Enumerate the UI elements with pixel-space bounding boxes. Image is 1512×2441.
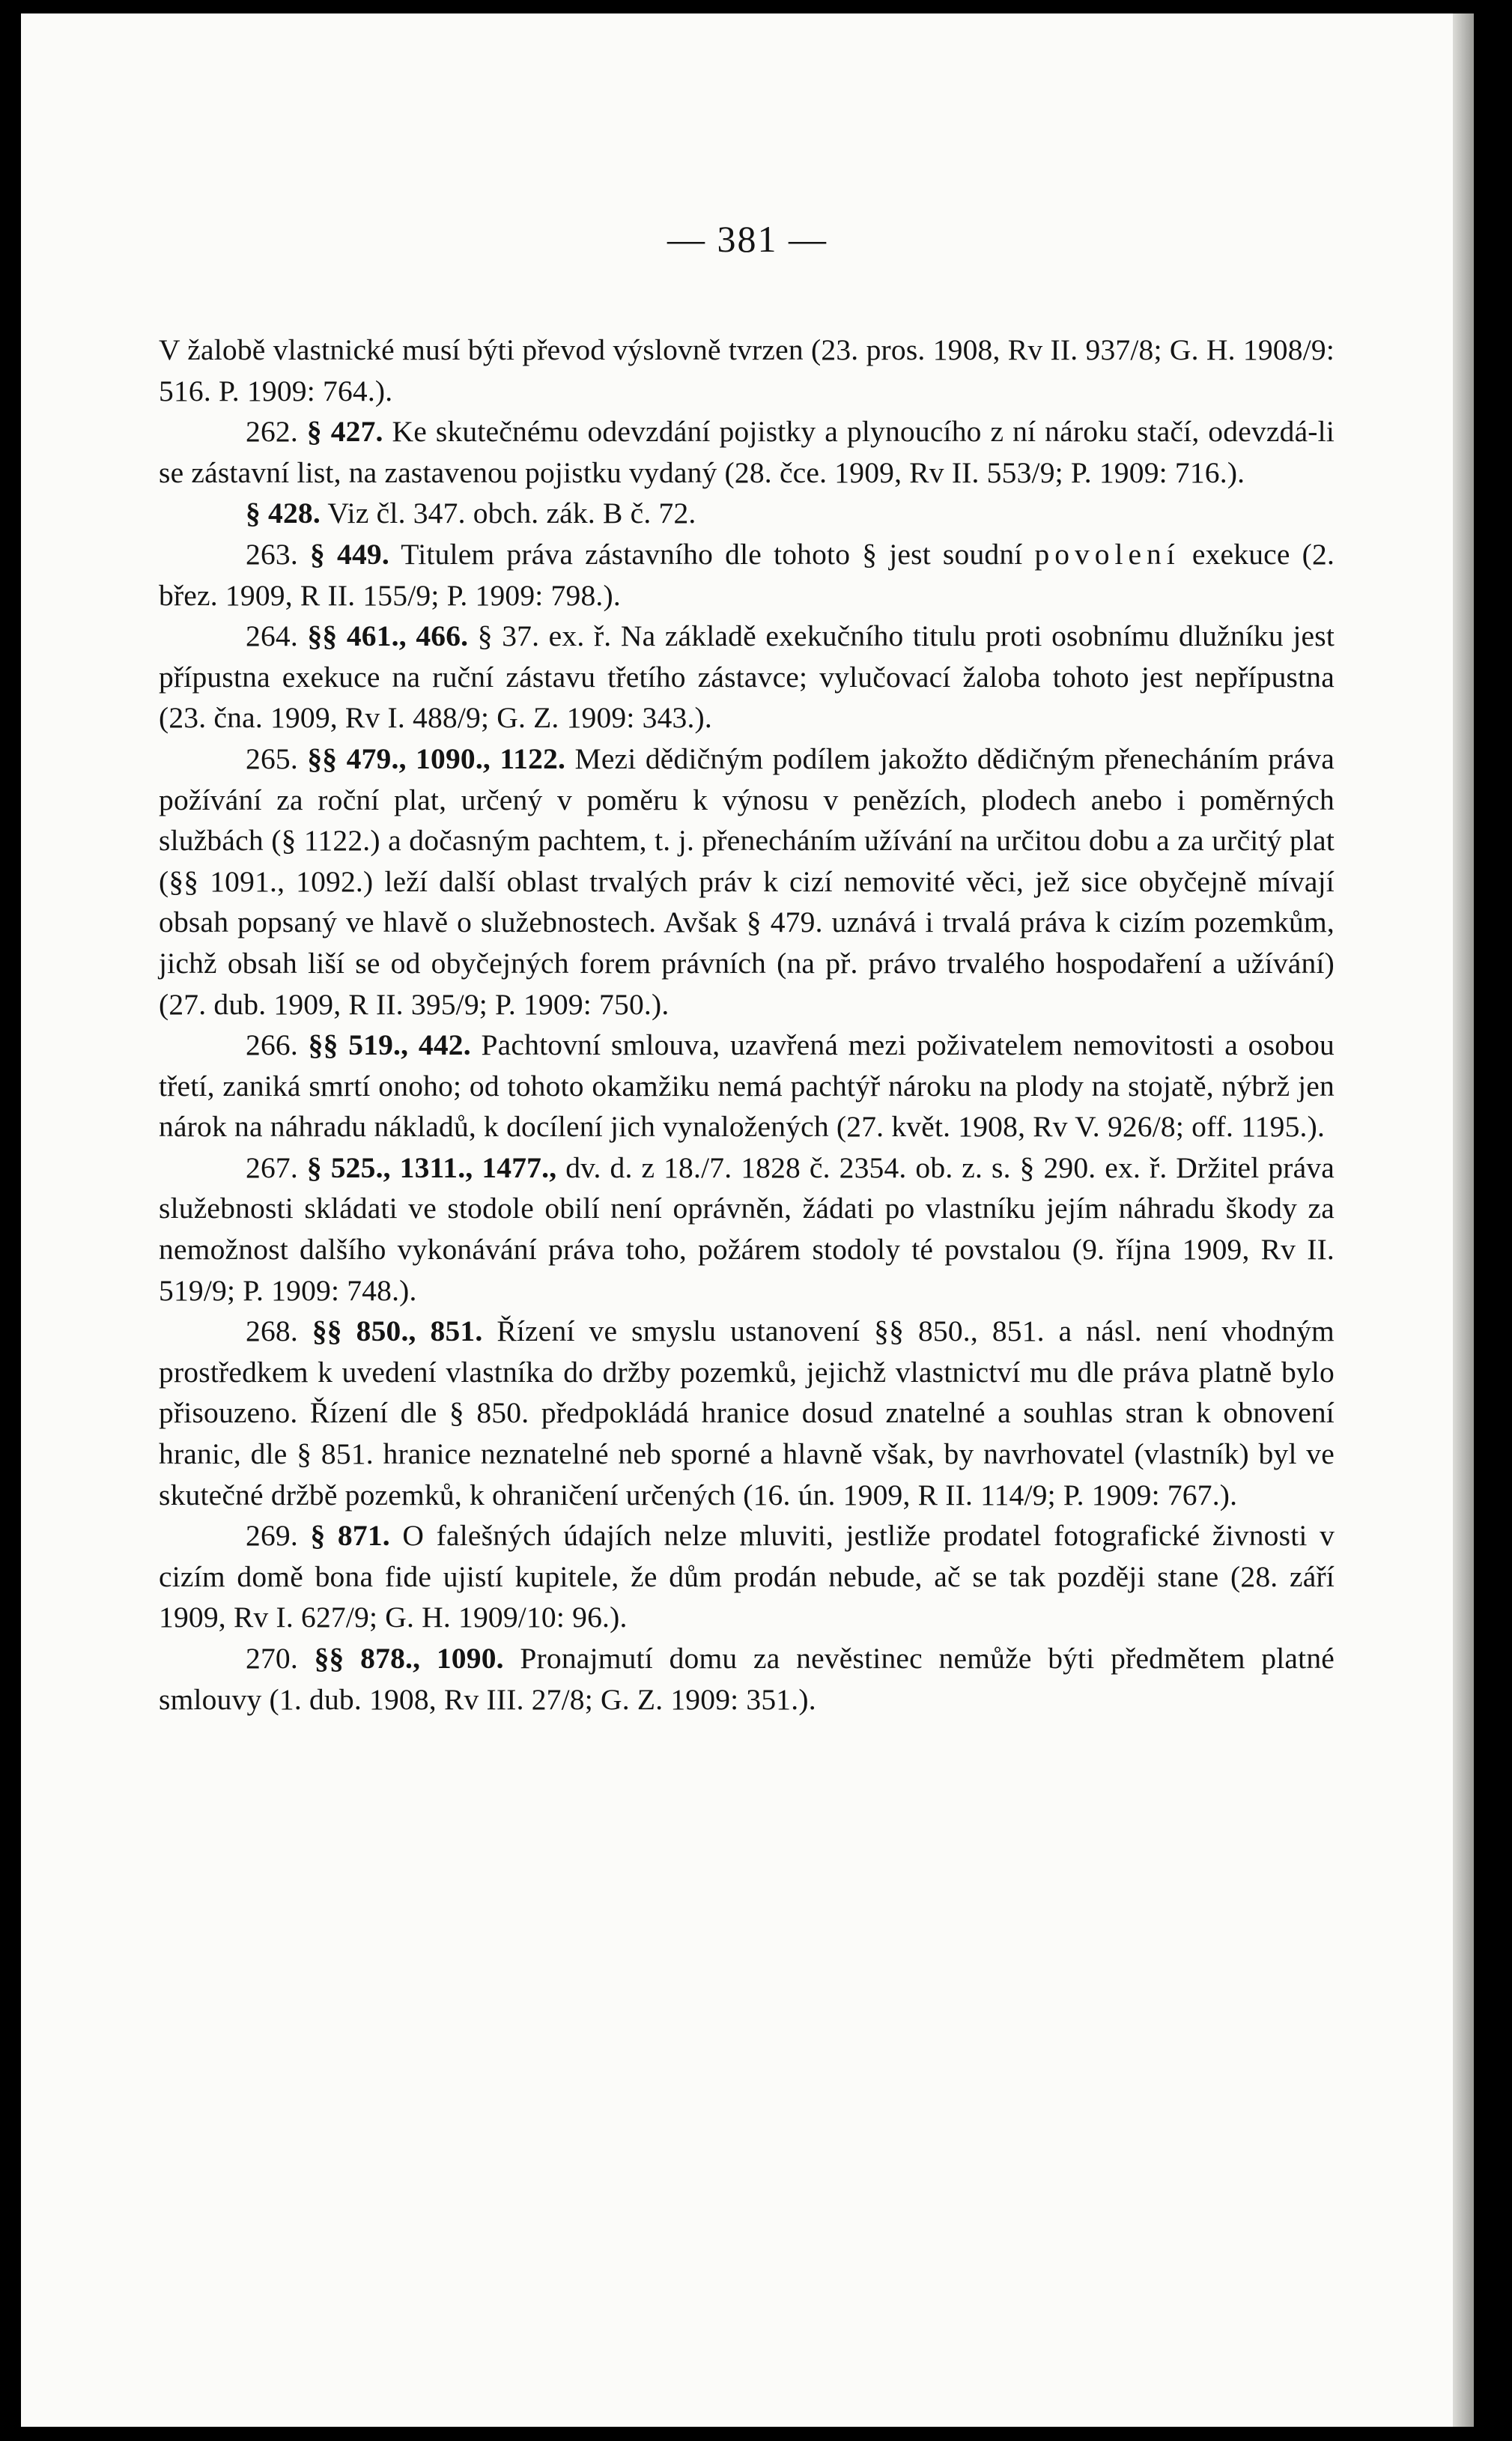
section-reference: §§ 519., 442.	[308, 1028, 471, 1062]
entry-number: 263.	[246, 537, 298, 571]
page-body	[159, 330, 1335, 1720]
section-reference: § 525., 1311., 1477.,	[306, 1150, 557, 1184]
entry-428	[159, 493, 1335, 534]
entry-text: Titulem práva zástavního dle tohoto § jest soudní	[401, 537, 1023, 571]
section-reference: §§ 878., 1090.	[314, 1642, 504, 1675]
paragraph-text: V žalobě vlastnické musí býti převod výslovně tvrzen (23. pros. 1908, Rv II. 937/8; G. H. 1908/9: 516. P. 1909: 764.).	[159, 333, 1335, 407]
entry-text: Mezi dědičným podílem jakožto dědičným přenecháním práva požívání za roční plat, určený v poměru k výnosu v penězích, plodech anebo i poměrných službách (§ 1122.) a dočasným pachtem, t. j. přenecháním užívání na určitou dobu a za určitý plat (§§ 1091., 1092.) leží další oblast trvalých práv k cizí nemovité věci, jež sice obyčejně mívají obsah popsaný ve hlavě o služebnostech. Avšak § 479. uznává i trvalá práva k cizím pozemkům, jichž obsah liší se od obyčejných forem právních (na př. právo trvalého hospodaření a užívání) (27. dub. 1909, R II. 395/9; P. 1909: 750.).	[159, 742, 1335, 1021]
entry-number: 268.	[246, 1314, 298, 1348]
intro-paragraph	[159, 330, 1335, 411]
entry-264	[159, 616, 1335, 739]
entry-text: Ke skutečnému odevzdání pojistky a plynoucího z ní nároku stačí, odevzdá-li se zástavní list, na zastavenou pojistku vydaný (28. čce. 1909, Rv II. 553/9; P. 1909: 716.).	[159, 415, 1335, 489]
section-reference: §§ 461., 466.	[307, 619, 469, 653]
entry-267	[159, 1147, 1335, 1311]
section-reference: §§ 479., 1090., 1122.	[307, 742, 566, 775]
entry-269	[159, 1515, 1335, 1638]
entry-text: dv. d. z 18./7. 1828 č. 2354. ob. z. s. § 290. ex. ř. Držitel práva služebnosti skládati ve stodole obilí není oprávněn, žádati po vlastníku jejím náhradu škody za nemožnost dalšího vykonávání práva toho, požárem stodoly té povstalou (9. října 1909, Rv II. 519/9; P. 1909: 748.).	[159, 1150, 1335, 1307]
entry-text: O falešných údajích nelze mluviti, jestliže prodatel fotografické živnosti v cizím domě bona fide ujistí kupitele, že dům prodán nebude, ač se tak později stane (28. září 1909, Rv I. 627/9; G. H. 1909/10: 96.).	[159, 1519, 1335, 1634]
entry-268	[159, 1311, 1335, 1515]
entry-number: 266.	[246, 1028, 298, 1062]
page-number: — 381 —	[667, 218, 828, 260]
entry-text: Pachtovní smlouva, uzavřená mezi poživatelem nemovitosti a osobou třetí, zaniká smrtí onoho; od tohoto okamžiku nemá pachtýř nároku na plody na stojatě, nýbrž jen nárok na náhradu nákladů, k docílení jich vynaložených (27. květ. 1908, Rv V. 926/8; off. 1195.).	[159, 1028, 1335, 1144]
section-reference: § 428.	[246, 497, 321, 530]
section-reference: § 449.	[310, 537, 389, 571]
entry-number: 265.	[246, 742, 298, 775]
spaced-emphasis: povolení	[1034, 537, 1180, 571]
entry-number: 269.	[246, 1519, 298, 1553]
entry-number: 267.	[246, 1150, 298, 1184]
entry-262	[159, 411, 1335, 493]
entry-number: 264.	[246, 619, 298, 653]
entry-265	[159, 739, 1335, 1025]
entry-text: Pronajmutí domu za nevěstinec nemůže býti předmětem platné smlouvy (1. dub. 1908, Rv III. 27/8; G. Z. 1909: 351.).	[159, 1642, 1335, 1716]
entry-text: Řízení ve smyslu ustanovení §§ 850., 851. a násl. není vhodným prostředkem k uvedení vlastníka do držby pozemků, jejichž vlastnictví mu dle práva platně bylo přisouzeno. Řízení dle § 850. předpokládá hranice dosud znatelné a souhlas stran k obnovení hranic, dle § 851. hranice neznatelné neb sporné a hlavně však, by navrhovatel (vlastník) byl ve skutečné držbě pozemků, k ohraničení určených (16. ún. 1909, R II. 114/9; P. 1909: 767.).	[159, 1314, 1335, 1511]
entry-text: Viz čl. 347. obch. zák. B č. 72.	[327, 497, 696, 530]
entry-text: § 37. ex. ř. Na základě exekučního titulu proti osobnímu dlužníku jest přípustna exekuce na ruční zástavu třetího zástavce; vylučovací žaloba tohoto jest nepřípustna (23. čna. 1909, Rv I. 488/9; G. Z. 1909: 343.).	[159, 619, 1335, 735]
page-edge-shadow	[1453, 13, 1474, 2427]
entry-266	[159, 1025, 1335, 1147]
section-reference: § 427.	[306, 415, 383, 449]
entry-263	[159, 534, 1335, 616]
entry-text-continued: exekuce (2. břez. 1909, R II. 155/9; P. 1909: 798.).	[159, 537, 1335, 612]
entry-270	[159, 1638, 1335, 1720]
section-reference: § 871.	[310, 1519, 390, 1553]
entry-number: 270.	[246, 1642, 298, 1675]
section-reference: §§ 850., 851.	[312, 1314, 483, 1348]
entry-number: 262.	[246, 415, 298, 449]
scanned-page	[21, 13, 1474, 2427]
